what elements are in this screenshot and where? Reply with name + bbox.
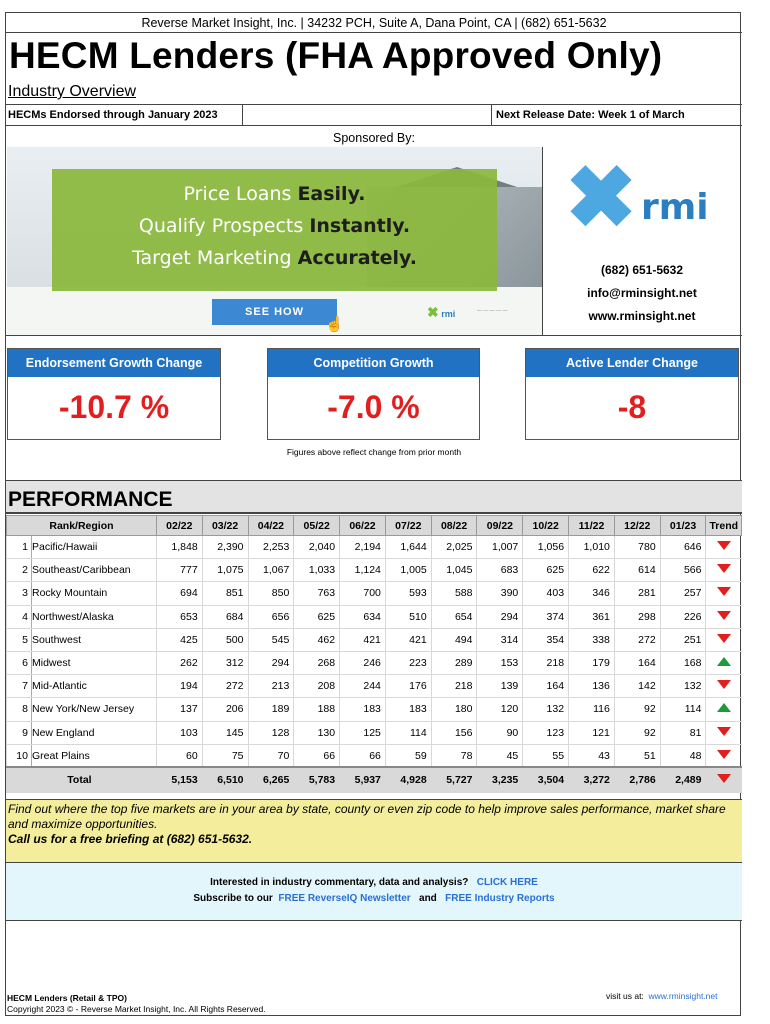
value-cell: 180: [431, 698, 477, 721]
value-cell: 226: [660, 605, 706, 628]
value-cell: 208: [294, 675, 340, 698]
value-cell: 1,010: [569, 536, 615, 559]
value-cell: 2,040: [294, 536, 340, 559]
value-cell: 90: [477, 721, 523, 744]
ad-line-2: Qualify Prospects Instantly.: [138, 215, 411, 237]
value-cell: 3,272: [569, 767, 615, 792]
value-cell: 425: [156, 628, 202, 651]
value-cell: 244: [340, 675, 386, 698]
ad-mini-tagline: — — — — —: [477, 308, 508, 314]
metric-value: -8: [617, 389, 647, 425]
value-cell: 566: [660, 559, 706, 582]
value-cell: 2,489: [660, 767, 706, 792]
value-cell: 684: [202, 605, 248, 628]
value-cell: 218: [431, 675, 477, 698]
value-cell: 206: [202, 698, 248, 721]
col-header: 09/22: [477, 516, 523, 536]
value-cell: 120: [477, 698, 523, 721]
metric-label: Active Lender Change: [526, 349, 738, 377]
region-cell: Midwest: [31, 651, 156, 674]
metric-label: Competition Growth: [268, 349, 479, 377]
trend-cell: [706, 536, 742, 559]
value-cell: 654: [431, 605, 477, 628]
trend-cell: [706, 628, 742, 651]
value-cell: 132: [660, 675, 706, 698]
value-cell: 60: [156, 744, 202, 767]
rank-cell: 10: [7, 744, 32, 767]
trend-cell: [706, 767, 742, 792]
footer-copyright: Copyright 2023 © - Reverse Market Insight, Inc. All Rights Reserved.: [7, 1004, 266, 1014]
value-cell: 622: [569, 559, 615, 582]
commentary-question: Interested in industry commentary, data and analysis?: [210, 877, 469, 888]
value-cell: 179: [569, 651, 615, 674]
next-release-label: Next Release Date: Week 1 of March: [496, 109, 685, 121]
value-cell: 257: [660, 582, 706, 605]
value-cell: 194: [156, 675, 202, 698]
footer-site-link[interactable]: www.rminsight.net: [648, 991, 718, 1001]
trend-down-icon: [717, 564, 731, 573]
metric-label: Endorsement Growth Change: [8, 349, 220, 377]
value-cell: 625: [523, 559, 569, 582]
value-cell: 51: [614, 744, 660, 767]
value-cell: 116: [569, 698, 615, 721]
table-row: [7, 628, 742, 651]
value-cell: 66: [294, 744, 340, 767]
col-header: 05/22: [294, 516, 340, 536]
value-cell: 2,253: [248, 536, 294, 559]
performance-heading-bar: [6, 480, 742, 514]
value-cell: 66: [340, 744, 386, 767]
commentary-line: [6, 877, 742, 888]
sponsor-email[interactable]: info@rminsight.net: [587, 286, 697, 300]
value-cell: 218: [523, 651, 569, 674]
col-header: Rank/Region: [7, 516, 157, 536]
rank-cell: 9: [7, 721, 32, 744]
and-text: and: [419, 893, 437, 904]
rank-cell: 8: [7, 698, 32, 721]
value-cell: 213: [248, 675, 294, 698]
total-label: Total: [7, 767, 157, 792]
value-cell: 156: [431, 721, 477, 744]
value-cell: 1,067: [248, 559, 294, 582]
value-cell: 176: [385, 675, 431, 698]
value-cell: 132: [523, 698, 569, 721]
active-lender-card: [525, 348, 739, 440]
region-cell: Pacific/Hawaii: [31, 536, 156, 559]
value-cell: 653: [156, 605, 202, 628]
region-cell: Rocky Mountain: [31, 582, 156, 605]
value-cell: 43: [569, 744, 615, 767]
page-title: HECM Lenders (FHA Approved Only): [9, 35, 663, 76]
value-cell: 5,783: [294, 767, 340, 792]
col-header: 01/23: [660, 516, 706, 536]
value-cell: 777: [156, 559, 202, 582]
trend-cell: [706, 675, 742, 698]
region-cell: New England: [31, 721, 156, 744]
value-cell: 55: [523, 744, 569, 767]
value-cell: 75: [202, 744, 248, 767]
value-cell: 137: [156, 698, 202, 721]
region-cell: Northwest/Alaska: [31, 605, 156, 628]
trend-down-icon: [717, 611, 731, 620]
value-cell: 780: [614, 536, 660, 559]
col-header: 10/22: [523, 516, 569, 536]
trend-down-icon: [717, 680, 731, 689]
table-row: [7, 536, 742, 559]
metric-value: -7.0 %: [327, 389, 420, 425]
trend-cell: [706, 651, 742, 674]
value-cell: 81: [660, 721, 706, 744]
ad-line-3: Target Marketing Accurately.: [132, 247, 417, 269]
value-cell: 2,390: [202, 536, 248, 559]
trend-cell: [706, 559, 742, 582]
ad-mini-logo: ✖ rmi: [427, 304, 456, 320]
trend-down-icon: [717, 774, 731, 783]
table-row: [7, 675, 742, 698]
value-cell: 272: [202, 675, 248, 698]
value-cell: 850: [248, 582, 294, 605]
value-cell: 361: [569, 605, 615, 628]
value-cell: 298: [614, 605, 660, 628]
col-header: 02/22: [156, 516, 202, 536]
value-cell: 281: [614, 582, 660, 605]
value-cell: 168: [660, 651, 706, 674]
endorsement-growth-card: [7, 348, 221, 440]
value-cell: 646: [660, 536, 706, 559]
col-header: Trend: [706, 516, 742, 536]
report-frame: [5, 12, 741, 1016]
table-row: [7, 582, 742, 605]
col-header: 03/22: [202, 516, 248, 536]
value-cell: 121: [569, 721, 615, 744]
value-cell: 354: [523, 628, 569, 651]
value-cell: 1,124: [340, 559, 386, 582]
value-cell: 5,727: [431, 767, 477, 792]
value-cell: 1,045: [431, 559, 477, 582]
value-cell: 289: [431, 651, 477, 674]
value-cell: 139: [477, 675, 523, 698]
company-info-line: Reverse Market Insight, Inc. | 34232 PCH, Suite A, Dana Point, CA | (682) 651-5632: [6, 13, 742, 33]
endorsement-info-row: [6, 104, 742, 126]
value-cell: 462: [294, 628, 340, 651]
value-cell: 494: [431, 628, 477, 651]
value-cell: 128: [248, 721, 294, 744]
rank-cell: 5: [7, 628, 32, 651]
value-cell: 103: [156, 721, 202, 744]
value-cell: 338: [569, 628, 615, 651]
table-header-row: [7, 516, 742, 536]
value-cell: 1,848: [156, 536, 202, 559]
value-cell: 374: [523, 605, 569, 628]
subscribe-panel: [6, 863, 742, 921]
rank-cell: 2: [7, 559, 32, 582]
see-how-button[interactable]: SEE HOW: [212, 299, 337, 325]
value-cell: 421: [385, 628, 431, 651]
blank-cell: [242, 105, 492, 125]
region-cell: New York/New Jersey: [31, 698, 156, 721]
value-cell: 1,056: [523, 536, 569, 559]
footer-left: [7, 993, 266, 1015]
value-cell: 346: [569, 582, 615, 605]
page-subtitle[interactable]: Industry Overview: [8, 83, 137, 100]
col-header: 11/22: [569, 516, 615, 536]
value-cell: 421: [340, 628, 386, 651]
table-row: [7, 605, 742, 628]
value-cell: 130: [294, 721, 340, 744]
value-cell: 2,194: [340, 536, 386, 559]
sponsor-label: Sponsored By:: [333, 131, 415, 145]
col-header: 06/22: [340, 516, 386, 536]
value-cell: 314: [477, 628, 523, 651]
value-cell: 1,644: [385, 536, 431, 559]
trend-cell: [706, 721, 742, 744]
value-cell: 92: [614, 721, 660, 744]
value-cell: 78: [431, 744, 477, 767]
value-cell: 164: [614, 651, 660, 674]
value-cell: 683: [477, 559, 523, 582]
trend-down-icon: [717, 587, 731, 596]
value-cell: 48: [660, 744, 706, 767]
performance-table: [6, 515, 742, 793]
value-cell: 3,235: [477, 767, 523, 792]
metrics-section: [6, 335, 742, 480]
trend-cell: [706, 744, 742, 767]
value-cell: 634: [340, 605, 386, 628]
value-cell: 593: [385, 582, 431, 605]
value-cell: 183: [340, 698, 386, 721]
value-cell: 545: [248, 628, 294, 651]
value-cell: 45: [477, 744, 523, 767]
value-cell: 500: [202, 628, 248, 651]
table-row: [7, 721, 742, 744]
promo-text: Find out where the top five markets are in your area by state, county or even zip code to help improve sales performance, market share and maximize opportunities.: [8, 802, 726, 831]
rank-cell: 3: [7, 582, 32, 605]
value-cell: 92: [614, 698, 660, 721]
col-header: 04/22: [248, 516, 294, 536]
region-cell: Great Plains: [31, 744, 156, 767]
value-cell: 5,153: [156, 767, 202, 792]
value-cell: 6,265: [248, 767, 294, 792]
value-cell: 188: [294, 698, 340, 721]
col-header: 08/22: [431, 516, 477, 536]
value-cell: 1,007: [477, 536, 523, 559]
industry-reports-link[interactable]: FREE Industry Reports: [445, 893, 555, 904]
sponsor-phone[interactable]: (682) 651-5632: [600, 263, 684, 277]
rmi-logo-text: rmi: [641, 187, 709, 228]
trend-down-icon: [717, 727, 731, 736]
rank-cell: 6: [7, 651, 32, 674]
value-cell: 390: [477, 582, 523, 605]
footer-report-name: HECM Lenders (Retail & TPO): [7, 993, 127, 1003]
briefing-promo: [6, 799, 742, 863]
value-cell: 4,928: [385, 767, 431, 792]
value-cell: 510: [385, 605, 431, 628]
rank-cell: 4: [7, 605, 32, 628]
value-cell: 2,025: [431, 536, 477, 559]
table-row: [7, 744, 742, 767]
value-cell: 3,504: [523, 767, 569, 792]
value-cell: 2,786: [614, 767, 660, 792]
value-cell: 125: [340, 721, 386, 744]
footer-right: [606, 991, 718, 1001]
newsletter-link[interactable]: FREE ReverseIQ Newsletter: [278, 893, 411, 904]
value-cell: 153: [477, 651, 523, 674]
value-cell: 614: [614, 559, 660, 582]
trend-cell: [706, 582, 742, 605]
region-cell: Southeast/Caribbean: [31, 559, 156, 582]
value-cell: 694: [156, 582, 202, 605]
value-cell: 403: [523, 582, 569, 605]
table-total-row: [7, 767, 742, 792]
trend-up-icon: [717, 657, 731, 666]
value-cell: 851: [202, 582, 248, 605]
subscribe-line: [6, 893, 742, 904]
value-cell: 145: [202, 721, 248, 744]
value-cell: 123: [523, 721, 569, 744]
value-cell: 183: [385, 698, 431, 721]
trend-cell: [706, 605, 742, 628]
value-cell: 656: [248, 605, 294, 628]
value-cell: 136: [569, 675, 615, 698]
competition-growth-card: [267, 348, 480, 440]
value-cell: 268: [294, 651, 340, 674]
rmi-logo-x-icon: ✖: [565, 150, 638, 246]
value-cell: 251: [660, 628, 706, 651]
value-cell: 700: [340, 582, 386, 605]
value-cell: 312: [202, 651, 248, 674]
footer-visit-label: visit us at:: [606, 991, 644, 1001]
trend-down-icon: [717, 750, 731, 759]
col-header: 07/22: [385, 516, 431, 536]
value-cell: 164: [523, 675, 569, 698]
sponsor-contact-panel: [542, 147, 742, 335]
table-row: [7, 651, 742, 674]
value-cell: 189: [248, 698, 294, 721]
value-cell: 1,005: [385, 559, 431, 582]
value-cell: 763: [294, 582, 340, 605]
value-cell: 70: [248, 744, 294, 767]
value-cell: 262: [156, 651, 202, 674]
trend-up-icon: [717, 703, 731, 712]
pointer-cursor-icon: ☝: [325, 316, 344, 333]
value-cell: 625: [294, 605, 340, 628]
value-cell: 1,033: [294, 559, 340, 582]
subscribe-text: Subscribe to our: [193, 893, 273, 904]
ad-line-1: Price Loans Easily.: [183, 183, 366, 205]
value-cell: 246: [340, 651, 386, 674]
sponsor-ad-banner[interactable]: [7, 147, 542, 335]
value-cell: 223: [385, 651, 431, 674]
value-cell: 294: [248, 651, 294, 674]
click-here-link[interactable]: CLICK HERE: [476, 877, 538, 888]
region-cell: Southwest: [31, 628, 156, 651]
trend-down-icon: [717, 541, 731, 550]
rank-cell: 7: [7, 675, 32, 698]
performance-heading: PERFORMANCE: [8, 488, 173, 511]
promo-call: Call us for a free briefing at (682) 651-5632.: [8, 832, 253, 846]
metric-value: -10.7 %: [58, 389, 170, 425]
trend-cell: [706, 698, 742, 721]
metrics-note: Figures above reflect change from prior month: [286, 447, 462, 457]
value-cell: 272: [614, 628, 660, 651]
value-cell: 6,510: [202, 767, 248, 792]
value-cell: 114: [385, 721, 431, 744]
value-cell: 142: [614, 675, 660, 698]
table-row: [7, 698, 742, 721]
table-row: [7, 559, 742, 582]
endorsed-through-label: HECMs Endorsed through January 2023: [8, 109, 218, 121]
col-header: 12/22: [614, 516, 660, 536]
sponsor-website[interactable]: www.rminsight.net: [588, 309, 696, 323]
trend-down-icon: [717, 634, 731, 643]
rmi-mini-x-icon: ✖: [427, 304, 439, 320]
value-cell: 588: [431, 582, 477, 605]
value-cell: 294: [477, 605, 523, 628]
value-cell: 1,075: [202, 559, 248, 582]
rank-cell: 1: [7, 536, 32, 559]
value-cell: 5,937: [340, 767, 386, 792]
value-cell: 114: [660, 698, 706, 721]
region-cell: Mid-Atlantic: [31, 675, 156, 698]
value-cell: 59: [385, 744, 431, 767]
